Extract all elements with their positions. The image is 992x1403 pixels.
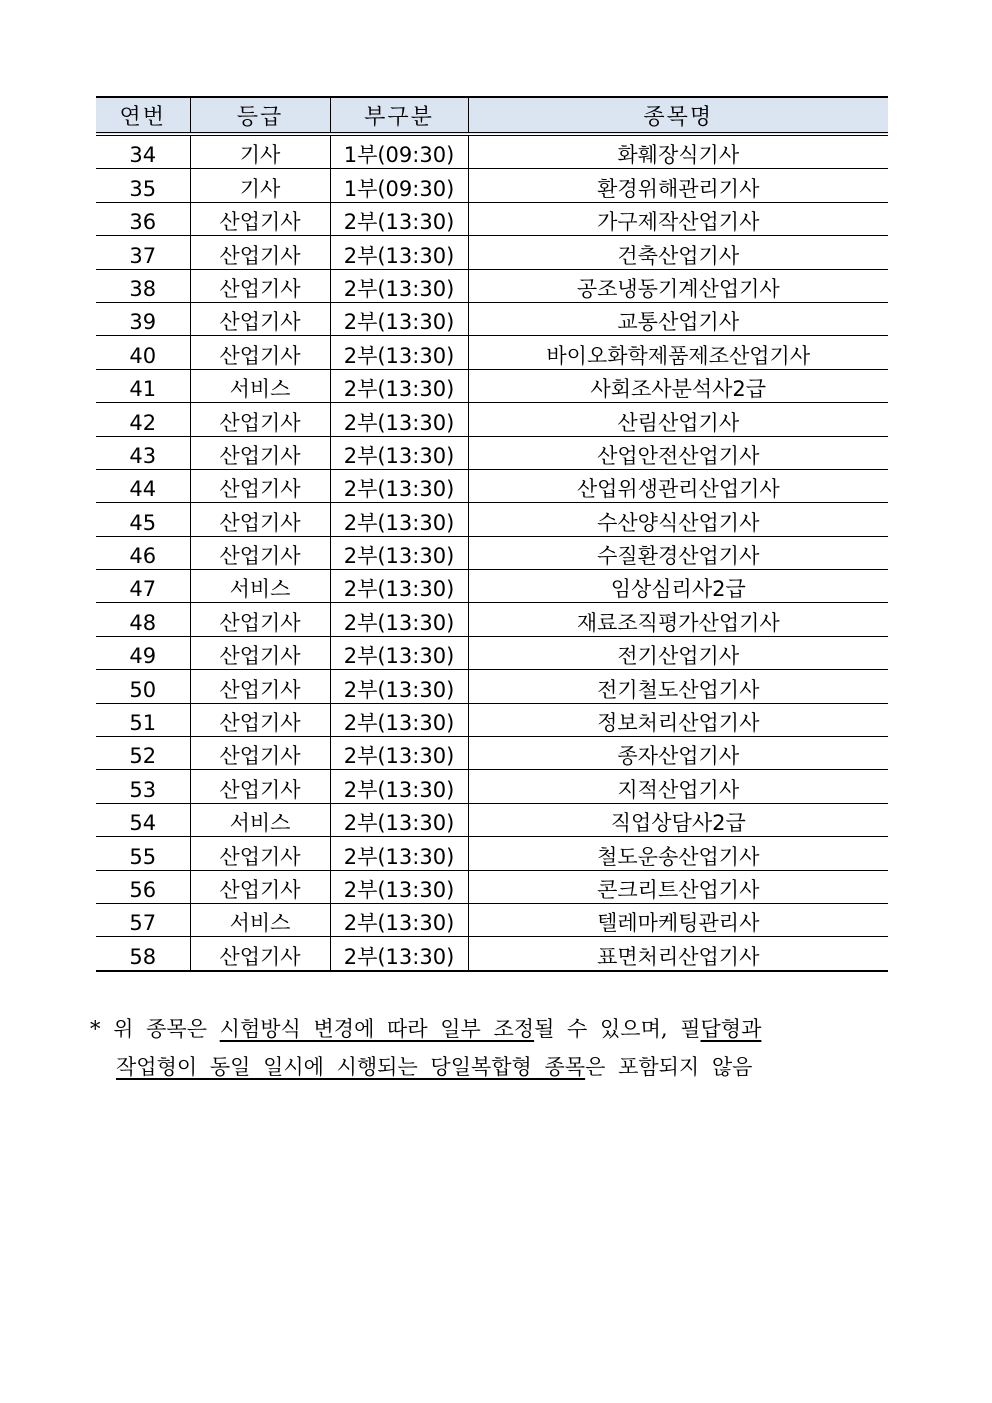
table-row: [96, 302, 888, 335]
cell-session: 2부(13:30): [330, 469, 468, 502]
cell-grade: 서비스: [190, 570, 330, 603]
cell-item-name: 수산양식산업기사: [468, 503, 888, 536]
table-row: [96, 737, 888, 770]
header-grade: 등급: [190, 97, 330, 134]
cell-item-name: 건축산업기사: [468, 236, 888, 269]
cell-session: 2부(13:30): [330, 403, 468, 436]
cell-grade: 산업기사: [190, 469, 330, 502]
cell-item-name: 산업위생관리산업기사: [468, 469, 888, 502]
cell-session: 1부(09:30): [330, 134, 468, 169]
cell-session: 2부(13:30): [330, 803, 468, 836]
cell-number: 49: [96, 636, 190, 669]
cell-number: 44: [96, 469, 190, 502]
cell-session: 2부(13:30): [330, 737, 468, 770]
cell-item-name: 정보처리산업기사: [468, 703, 888, 736]
cell-item-name: 산업안전산업기사: [468, 436, 888, 469]
table-row: [96, 636, 888, 669]
cell-session: 2부(13:30): [330, 302, 468, 335]
table-row: [96, 403, 888, 436]
cell-session: 2부(13:30): [330, 703, 468, 736]
cell-session: 2부(13:30): [330, 436, 468, 469]
footnote-underlined-text: 답형과: [700, 1017, 762, 1041]
cell-session: 2부(13:30): [330, 536, 468, 569]
cell-item-name: 바이오화학제품제조산업기사: [468, 336, 888, 369]
cell-grade: 산업기사: [190, 770, 330, 803]
cell-grade: 산업기사: [190, 336, 330, 369]
cell-number: 58: [96, 937, 190, 971]
cell-item-name: 표면처리산업기사: [468, 937, 888, 971]
cell-grade: 기사: [190, 134, 330, 169]
table-row: [96, 603, 888, 636]
cell-number: 51: [96, 703, 190, 736]
cell-item-name: 콘크리트산업기사: [468, 870, 888, 903]
cell-grade: 산업기사: [190, 703, 330, 736]
cell-number: 42: [96, 403, 190, 436]
exam-items-table: [96, 96, 888, 972]
cell-grade: 산업기사: [190, 870, 330, 903]
cell-grade: 산업기사: [190, 236, 330, 269]
cell-number: 38: [96, 269, 190, 302]
cell-item-name: 산림산업기사: [468, 403, 888, 436]
table-row: [96, 169, 888, 202]
cell-item-name: 수질환경산업기사: [468, 536, 888, 569]
table-row: [96, 703, 888, 736]
cell-session: 2부(13:30): [330, 937, 468, 971]
cell-session: 2부(13:30): [330, 603, 468, 636]
header-session: 부구분: [330, 97, 468, 134]
cell-item-name: 직업상담사2급: [468, 803, 888, 836]
table-row: [96, 670, 888, 703]
cell-grade: 산업기사: [190, 603, 330, 636]
cell-session: 2부(13:30): [330, 269, 468, 302]
footnote-underlined-text: 작업형이 동일 일시에 시행되는 당일복합형 종목: [116, 1055, 586, 1079]
cell-item-name: 화훼장식기사: [468, 134, 888, 169]
cell-grade: 산업기사: [190, 302, 330, 335]
cell-grade: 산업기사: [190, 436, 330, 469]
exam-schedule-sheet: [96, 96, 888, 972]
cell-grade: 산업기사: [190, 837, 330, 870]
cell-number: 46: [96, 536, 190, 569]
cell-number: 43: [96, 436, 190, 469]
table-row: [96, 536, 888, 569]
table-body: [96, 134, 888, 971]
cell-grade: 산업기사: [190, 670, 330, 703]
cell-session: 2부(13:30): [330, 202, 468, 235]
table-header: [96, 97, 888, 134]
cell-number: 39: [96, 302, 190, 335]
table-row: [96, 469, 888, 502]
cell-grade: 산업기사: [190, 202, 330, 235]
cell-session: 2부(13:30): [330, 636, 468, 669]
table-row: [96, 436, 888, 469]
table-row: [96, 134, 888, 169]
cell-grade: 산업기사: [190, 937, 330, 971]
cell-number: 47: [96, 570, 190, 603]
cell-session: 2부(13:30): [330, 503, 468, 536]
table-row: [96, 903, 888, 936]
cell-session: 2부(13:30): [330, 336, 468, 369]
cell-item-name: 텔레마케팅관리사: [468, 903, 888, 936]
footnote-text: 될 수 있으며, 필: [534, 1017, 701, 1041]
cell-number: 56: [96, 870, 190, 903]
cell-grade: 서비스: [190, 369, 330, 402]
cell-number: 54: [96, 803, 190, 836]
cell-session: 1부(09:30): [330, 169, 468, 202]
footnote-underlined-text: 시험방식 변경에 따라 일부 조정: [219, 1017, 535, 1041]
cell-session: 2부(13:30): [330, 770, 468, 803]
cell-item-name: 종자산업기사: [468, 737, 888, 770]
table-row: [96, 202, 888, 235]
cell-session: 2부(13:30): [330, 903, 468, 936]
table-row: [96, 870, 888, 903]
cell-number: 55: [96, 837, 190, 870]
footnote-text: * 위 종목은: [90, 1017, 220, 1041]
cell-grade: 산업기사: [190, 503, 330, 536]
cell-grade: 서비스: [190, 803, 330, 836]
cell-number: 36: [96, 202, 190, 235]
table-row: [96, 837, 888, 870]
cell-number: 45: [96, 503, 190, 536]
table-row: [96, 570, 888, 603]
cell-item-name: 전기산업기사: [468, 636, 888, 669]
cell-item-name: 공조냉동기계산업기사: [468, 269, 888, 302]
cell-number: 53: [96, 770, 190, 803]
cell-session: 2부(13:30): [330, 236, 468, 269]
cell-session: 2부(13:30): [330, 670, 468, 703]
cell-number: 41: [96, 369, 190, 402]
cell-session: 2부(13:30): [330, 837, 468, 870]
cell-item-name: 환경위해관리기사: [468, 169, 888, 202]
cell-item-name: 철도운송산업기사: [468, 837, 888, 870]
cell-session: 2부(13:30): [330, 870, 468, 903]
header-number: 연번: [96, 97, 190, 134]
table-row: [96, 269, 888, 302]
table-row: [96, 937, 888, 971]
footnote-line-1: [90, 1010, 910, 1048]
header-row: [96, 97, 888, 134]
cell-grade: 산업기사: [190, 737, 330, 770]
cell-session: 2부(13:30): [330, 570, 468, 603]
cell-number: 52: [96, 737, 190, 770]
footnote-line-2: [90, 1048, 910, 1086]
cell-item-name: 가구제작산업기사: [468, 202, 888, 235]
cell-number: 35: [96, 169, 190, 202]
cell-item-name: 전기철도산업기사: [468, 670, 888, 703]
footnote-text: 은 포함되지 않음: [585, 1055, 753, 1079]
header-item-name: 종목명: [468, 97, 888, 134]
cell-item-name: 교통산업기사: [468, 302, 888, 335]
cell-number: 34: [96, 134, 190, 169]
cell-item-name: 사회조사분석사2급: [468, 369, 888, 402]
footnote: [90, 1010, 910, 1086]
cell-grade: 서비스: [190, 903, 330, 936]
table-row: [96, 369, 888, 402]
cell-item-name: 지적산업기사: [468, 770, 888, 803]
table-row: [96, 503, 888, 536]
cell-number: 40: [96, 336, 190, 369]
cell-grade: 산업기사: [190, 636, 330, 669]
cell-number: 37: [96, 236, 190, 269]
table-row: [96, 770, 888, 803]
cell-grade: 산업기사: [190, 269, 330, 302]
cell-item-name: 재료조직평가산업기사: [468, 603, 888, 636]
cell-grade: 산업기사: [190, 403, 330, 436]
table-row: [96, 236, 888, 269]
cell-grade: 산업기사: [190, 536, 330, 569]
cell-grade: 기사: [190, 169, 330, 202]
cell-number: 57: [96, 903, 190, 936]
cell-number: 48: [96, 603, 190, 636]
cell-session: 2부(13:30): [330, 369, 468, 402]
table-row: [96, 803, 888, 836]
cell-item-name: 임상심리사2급: [468, 570, 888, 603]
cell-number: 50: [96, 670, 190, 703]
table-row: [96, 336, 888, 369]
